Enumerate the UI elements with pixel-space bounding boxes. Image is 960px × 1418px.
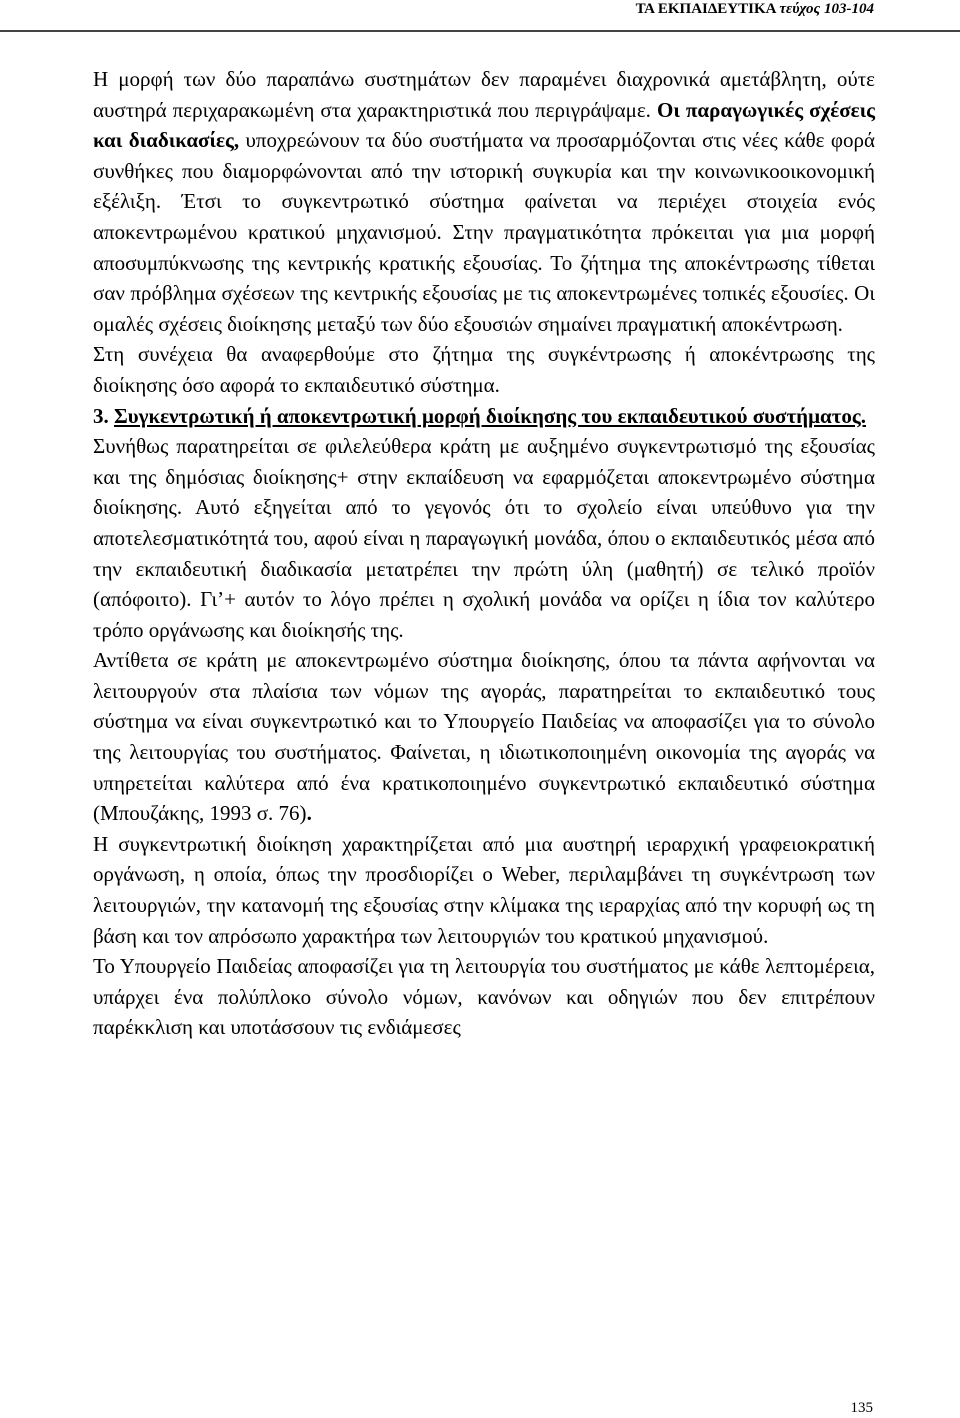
section-number: 3. — [93, 403, 109, 428]
paragraph-5: Η συγκεντρωτική διοίκηση χαρακτηρίζεται από μια αυστηρή ιεραρχική γραφειοκρατική οργάνωση, η οποία, όπως την προσδιορίζει ο Weber, περιλαμβάνει τη συγκέντρωση των λειτουργιών, την κατανομή της εξουσίας στην κλίμακα της ιεραρχίας από την κορυφή ως τη βάση και τον απρόσωπο χαρακτήρα των λειτουργιών του κρατικού μηχανισμού. — [93, 831, 875, 948]
running-header — [0, 0, 960, 32]
paragraph-6: Το Υπουργείο Παιδείας αποφασίζει για τη λειτουργία του συστήματος με κάθε λεπτομέρεια, υπάρχει ένα πολύπλοκο σύνολο νόμων, κανόνων και οδηγιών που δεν επιτρέπουν παρέκκλιση και υποτάσσουν τις ενδιάμεσες — [93, 954, 875, 1040]
paragraph-1 — [93, 64, 875, 339]
section-heading — [93, 401, 875, 432]
paragraph-4 — [93, 645, 875, 829]
page-number: 135 — [850, 1400, 873, 1416]
paragraph-2: Στη συνέχεια θα αναφερθούμε στο ζήτημα της συγκέντρωσης ή αποκέντρωσης της διοίκησης όσο αφορά το εκπαιδευτικό σύστημα. — [93, 342, 875, 397]
paragraph-1-intro: Η μορφή των δύο παραπάνω συστημάτων δεν παραμένει διαχρονικά αμετάβλητη, ούτε αυστηρά περιχαρακωμένη στα χαρακτηριστικά που περιγράψαμε. — [93, 67, 875, 122]
paragraph-1-rest: υποχρεώνουν τα δύο συστήματα να προσαρμόζονται στις νέες κάθε φορά συνθήκες που διαμορφώνονται από την ιστορική συγκυρία και την κοινωνικοοικονομική εξέλιξη. Έτσι το συγκεντρωτικό σύστημα φαίνεται να περιέχει στοιχεία ενός αποκεντρωμένου κρατικού μηχανισμού. Στην πραγματικότητα πρόκειται για μια μορφή αποσυμπύκνωσης της κεντρικής κρατικής εξουσίας. Το ζήτημα της αποκέντρωσης τίθεται σαν πρόβλημα σχέσεων της κεντρικής εξουσίας με τις αποκεντρωμένες τοπικές εξουσίες. Οι ομαλές σχέσεις διοίκησης μεταξύ των δύο εξουσιών σημαίνει πραγματική αποκέντρωση. — [93, 128, 876, 336]
header-text — [636, 1, 874, 18]
paragraph-3: Συνήθως παρατηρείται σε φιλελεύθερα κράτη με αυξημένο συγκεντρωτισμό της εξουσίας και της δημόσιας διοίκησης+ στην εκπαίδευση να εφαρμόζεται αποκεντρωμένο σύστημα διοίκησης. Αυτό εξηγείται από το γεγονός ότι το σχολείο είναι υπεύθυνο για την αποτελεσματικότητά του, αφού είναι η παραγωγική μονάδα, όπου ο εκπαιδευτικός μέσα από την εκπαιδευτική διαδικασία μετατρέπει την πρώτη ύλη (μαθητή) σε τελικό προϊόν (απόφοιτο). Γι’+ αυτόν το λόγο πρέπει η σχολική μονάδα να ορίζει η ίδια τον καλύτερο τρόπο οργάνωσης και διοίκησής της. — [93, 434, 875, 642]
section-title: Συγκεντρωτική ή αποκεντρωτική μορφή διοίκησης του εκπαιδευτικού συστήματος. — [114, 403, 866, 428]
paragraph-4-text: Αντίθετα σε κράτη με αποκεντρωμένο σύστημα διοίκησης, όπου τα πάντα αφήνονται να λειτουργούν στα πλαίσια των νόμων της αγοράς, παρατηρείται το εκπαιδευτικό τους σύστημα να είναι συγκεντρωτικό και το Υπουργείο Παιδείας να αποφασίζει για το σύνολο της λειτουργίας του συστήματος. Φαίνεται, η ιδιωτικοποιημένη οικονομία της αγοράς να υπηρετείται καλύτερα από ένα κρατικοποιημένο συγκεντρωτικό εκπαιδευτικό σύστημα (Μπουζάκης, 1993 σ. 76) — [93, 648, 875, 826]
paragraph-4-end-mark: . — [306, 801, 312, 826]
page-body — [93, 64, 875, 1043]
paragraph-1-bold: Οι παραγωγικές σχέσεις και διαδικασίες, — [93, 97, 876, 153]
journal-title: ΤΑ ΕΚΠΑΙΔΕΥΤΙΚΑ — [635, 1, 776, 17]
issue-number: τεύχος 103-104 — [779, 1, 874, 17]
